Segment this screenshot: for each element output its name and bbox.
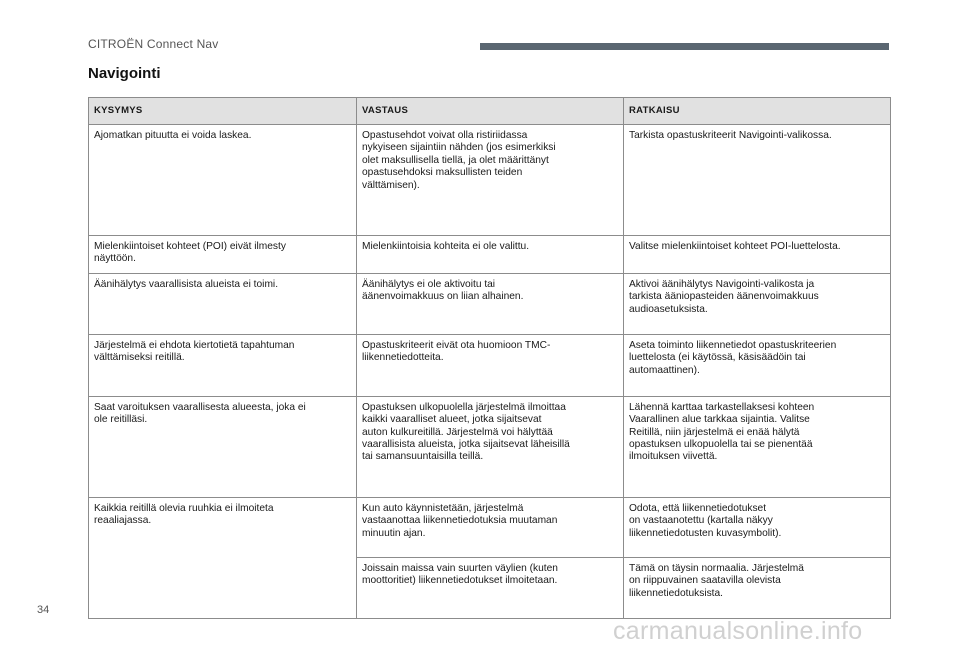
question-cell: Äänihälytys vaarallisista alueista ei toimi. <box>89 273 357 334</box>
header-accent-bar <box>480 43 889 50</box>
solution-cell: Tämä on täysin normaalia. Järjestelmä on riippuvainen saatavilla olevista liikennetiedotuksista. <box>624 557 891 618</box>
column-header-question: KYSYMYS <box>89 98 357 125</box>
answer-cell: Mielenkiintoisia kohteita ei ole valittu. <box>357 236 624 274</box>
watermark: carmanualsonline.info <box>613 617 863 645</box>
solution-cell: Valitse mielenkiintoiset kohteet POI-luettelosta. <box>624 236 891 274</box>
table-row <box>89 236 891 274</box>
solution-cell: Odota, että liikennetiedotukset on vastaanotettu (kartalla näkyy liikennetiedotusten kuvasymbolit). <box>624 497 891 557</box>
answer-cell: Opastuskriteerit eivät ota huomioon TMC- liikennetiedotteita. <box>357 334 624 396</box>
solution-cell: Lähennä karttaa tarkastellaksesi kohteen Vaarallinen alue tarkkaa sijaintia. Valitse Reitillä, niin järjestelmä ei enää hälytä opastuksen ulkopuolella tai se pienentää ilmoituksen viivettä. <box>624 396 891 497</box>
solution-cell: Aktivoi äänihälytys Navigointi-valikosta ja tarkista ääniopasteiden äänenvoimakkuus audioasetuksista. <box>624 273 891 334</box>
table-header-row <box>89 98 891 125</box>
question-cell: Kaikkia reitillä olevia ruuhkia ei ilmoiteta reaaliajassa. <box>89 497 357 618</box>
table-row <box>89 273 891 334</box>
column-header-solution: RATKAISU <box>624 98 891 125</box>
question-cell: Saat varoituksen vaarallisesta alueesta, joka ei ole reitilläsi. <box>89 396 357 497</box>
column-header-answer: VASTAUS <box>357 98 624 125</box>
answer-cell: Kun auto käynnistetään, järjestelmä vastaanottaa liikennetiedotuksia muutaman minuutin ajan. <box>357 497 624 557</box>
document-header-title: CITROËN Connect Nav <box>88 37 219 51</box>
solution-cell: Tarkista opastuskriteerit Navigointi-valikossa. <box>624 125 891 236</box>
table-row <box>89 497 891 557</box>
question-cell: Ajomatkan pituutta ei voida laskea. <box>89 125 357 236</box>
troubleshooting-table <box>88 97 891 619</box>
answer-cell: Äänihälytys ei ole aktivoitu tai äänenvoimakkuus on liian alhainen. <box>357 273 624 334</box>
question-cell: Järjestelmä ei ehdota kiertotietä tapahtuman välttämiseksi reitillä. <box>89 334 357 396</box>
answer-cell: Joissain maissa vain suurten väylien (kuten moottoritiet) liikennetiedotukset ilmoitetaan. <box>357 557 624 618</box>
page-number: 34 <box>37 604 50 616</box>
question-cell: Mielenkiintoiset kohteet (POI) eivät ilmesty näyttöön. <box>89 236 357 274</box>
section-title: Navigointi <box>88 65 161 82</box>
answer-cell: Opastusehdot voivat olla ristiriidassa nykyiseen sijaintiin nähden (jos esimerkiksi olet maksullisella tiellä, ja olet määrittänyt opastusehdoksi maksullisten teiden välttämisen). <box>357 125 624 236</box>
solution-cell: Aseta toiminto liikennetiedot opastuskriteerien luettelosta (ei käytössä, käsisäädöin tai automaattinen). <box>624 334 891 396</box>
table-row <box>89 125 891 236</box>
table-row <box>89 396 891 497</box>
table-row <box>89 334 891 396</box>
answer-cell: Opastuksen ulkopuolella järjestelmä ilmoittaa kaikki vaaralliset alueet, jotka sijaitsevat auton kulkureitillä. Järjestelmä voi hälyttää vaarallisista alueista, jotka sijaitsevat läheisillä tai samansuuntaisilla teillä. <box>357 396 624 497</box>
